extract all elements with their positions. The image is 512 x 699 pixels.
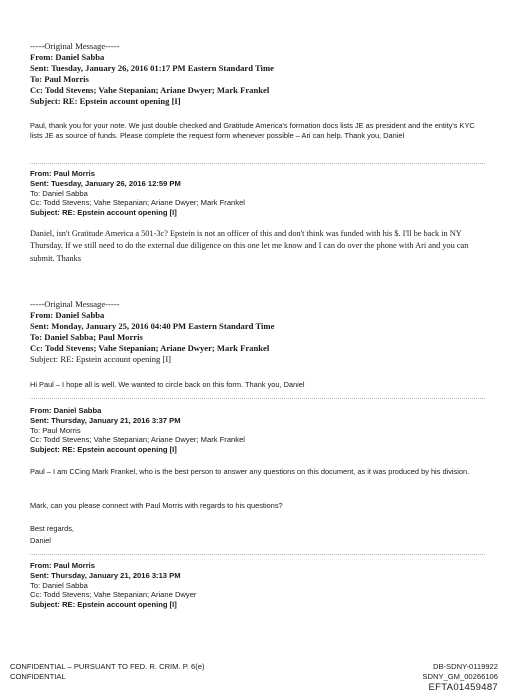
to-line: To: Paul Morris bbox=[30, 425, 81, 435]
message-4-header bbox=[30, 406, 490, 455]
from-line: From: Paul Morris bbox=[30, 561, 95, 570]
message-4-body-paragraph: Mark, can you please connect with Paul Morris with regards to his questions? bbox=[30, 501, 283, 510]
bates-number: DB-SDNY-0119922 bbox=[432, 662, 498, 671]
subject-line: Subject: RE: Epstein account opening [I] bbox=[30, 96, 181, 106]
subject-line: Subject: RE: Epstein account opening [I] bbox=[30, 445, 177, 455]
message-1-body: Paul, thank you for your note. We just double checked and Gratitude America's formation docs lists JE as president and the entity's KYC lists JE as source of funds. Please complete the request form whenever possible – Ari can help. Thank you, Daniel bbox=[30, 121, 475, 141]
message-4-closing: Best regards, bbox=[30, 524, 74, 533]
message-2-body: Daniel, isn't Gratitude America a 501-3c? Epstein is not an officer of this and don't think was funded with his $. I'll be back in NY Thursday. If we still need to do the external due diligence on this one let me know and I can do over the phone with Ari and you can submit. Thanks bbox=[30, 229, 469, 263]
message-2-header bbox=[30, 169, 490, 218]
message-3-header bbox=[30, 299, 490, 365]
confidential-notice: CONFIDENTIAL – PURSUANT TO FED. R. CRIM. P. 6(e) bbox=[10, 662, 205, 671]
divider bbox=[30, 554, 485, 555]
bates-footer bbox=[422, 662, 498, 693]
sent-line: Sent: Thursday, January 21, 2016 3:13 PM bbox=[30, 570, 181, 580]
divider bbox=[30, 163, 485, 164]
message-4-body-paragraph: Paul – I am CCing Mark Frankel, who is the best person to answer any questions on this document, as it was produced by his division. bbox=[30, 467, 470, 476]
sent-line: Sent: Monday, January 25, 2016 04:40 PM Eastern Standard Time bbox=[30, 321, 275, 331]
bates-number: SDNY_GM_00266106 bbox=[422, 671, 498, 681]
efta-number: EFTA01459487 bbox=[428, 681, 498, 693]
sent-line: Sent: Tuesday, January 26, 2016 12:59 PM bbox=[30, 178, 181, 188]
message-5-header bbox=[30, 561, 490, 610]
cc-line: Cc: Todd Stevens; Vahe Stepanian; Ariane Dwyer; Mark Frankel bbox=[30, 343, 270, 353]
cc-line: Cc: Todd Stevens; Vahe Stepanian; Ariane Dwyer; Mark Frankel bbox=[30, 198, 245, 208]
from-line: From: Daniel Sabba bbox=[30, 406, 102, 415]
subject-line: Subject: RE: Epstein account opening [I] bbox=[30, 208, 177, 218]
sent-line: Sent: Tuesday, January 26, 2016 01:17 PM Eastern Standard Time bbox=[30, 63, 274, 73]
original-message-separator: -----Original Message----- bbox=[30, 41, 120, 51]
to-line: To: Daniel Sabba; Paul Morris bbox=[30, 332, 143, 342]
confidentiality-footer bbox=[10, 662, 205, 682]
subject-line: Subject: RE: Epstein account opening [I] bbox=[30, 354, 172, 364]
divider bbox=[30, 398, 485, 399]
sent-line: Sent: Thursday, January 21, 2016 3:37 PM bbox=[30, 415, 181, 425]
cc-line: Cc: Todd Stevens; Vahe Stepanian; Ariane Dwyer; Mark Frankel bbox=[30, 85, 270, 95]
original-message-separator: -----Original Message----- bbox=[30, 299, 120, 309]
to-line: To: Paul Morris bbox=[30, 74, 89, 84]
message-4-signature: Daniel bbox=[30, 536, 51, 545]
confidential-label: CONFIDENTIAL bbox=[10, 671, 66, 681]
from-line: From: Daniel Sabba bbox=[30, 52, 105, 62]
cc-line: Cc: Todd Stevens; Vahe Stepanian; Ariane Dwyer; Mark Frankel bbox=[30, 435, 245, 445]
to-line: To: Daniel Sabba bbox=[30, 188, 88, 198]
message-1-header bbox=[30, 41, 490, 107]
message-3-body: Hi Paul – I hope all is well. We wanted to circle back on this form. Thank you, Daniel bbox=[30, 380, 305, 389]
from-line: From: Daniel Sabba bbox=[30, 310, 105, 320]
subject-line: Subject: RE: Epstein account opening [I] bbox=[30, 600, 177, 610]
to-line: To: Daniel Sabba bbox=[30, 580, 88, 590]
cc-line: Cc: Todd Stevens; Vahe Stepanian; Ariane Dwyer bbox=[30, 590, 197, 600]
from-line: From: Paul Morris bbox=[30, 169, 95, 178]
